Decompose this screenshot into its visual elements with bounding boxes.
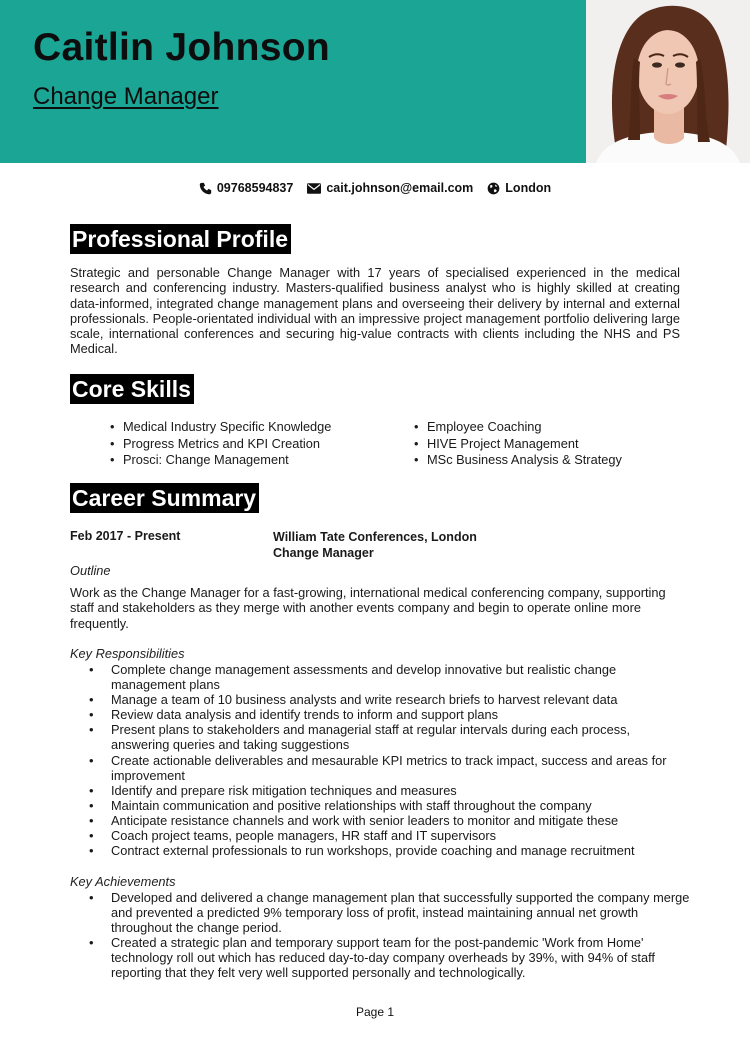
list-item: • Manage a team of 10 business analysts and write research briefs to harvest relevant data (70, 692, 690, 707)
skill-item: • Progress Metrics and KPI Creation (110, 436, 331, 453)
portrait-illustration (586, 0, 750, 163)
skills-list-right (414, 419, 622, 469)
responsibilities-label: Key Responsibilities (70, 646, 185, 661)
phone-number: 09768594837 (216, 181, 294, 195)
contact-location (487, 181, 551, 195)
skills-heading: Core Skills (70, 374, 194, 404)
list-item: • Review data analysis and identify trends to inform and support plans (70, 707, 690, 722)
list-item: • Create actionable deliverables and mesaurable KPI metrics to track impact, success and areas for improvement (70, 753, 690, 783)
skill-item: • Medical Industry Specific Knowledge (110, 419, 331, 436)
email-address: cait.johnson@email.com (326, 181, 474, 195)
contact-phone[interactable] (199, 181, 293, 195)
achievements-list (70, 890, 690, 981)
list-item: • Created a strategic plan and temporary support team for the post-pandemic 'Work from Home' technology roll out which has reduced day-to-day company overheads by 39%, with 94% of staff reporting that they felt very well supported personally and technologically. (70, 935, 690, 980)
skill-item: • HIVE Project Management (414, 436, 622, 453)
list-item: • Present plans to stakeholders and managerial staff at regular intervals during each process, answering queries and taking suggestions (70, 722, 690, 752)
location-text: London (505, 181, 552, 195)
skill-item: • Prosci: Change Management (110, 452, 331, 469)
list-item: • Identify and prepare risk mitigation techniques and measures (70, 783, 690, 798)
job-role: Change Manager (273, 546, 374, 560)
responsibilities-list (70, 662, 690, 858)
list-item: • Developed and delivered a change management plan that successfully supported the company merge and prevented a predicted 9% temporary loss of profit, instead maintaining annual net growth throughout the change period. (70, 890, 690, 935)
outline-text: Work as the Change Manager for a fast-growing, international medical conferencing company, supporting staff and stakeholders as they merge with another events company and begin to operate online more frequently. (70, 585, 666, 631)
outline-label: Outline (70, 563, 111, 578)
contact-email[interactable] (307, 181, 473, 195)
achievements-label: Key Achievements (70, 874, 176, 889)
profile-photo (586, 0, 750, 163)
candidate-name: Caitlin Johnson (33, 26, 330, 69)
profile-heading: Professional Profile (70, 224, 291, 254)
skill-item: • Employee Coaching (414, 419, 622, 436)
list-item: • Maintain communication and positive relationships with staff throughout the company (70, 798, 690, 813)
job-employer-block (273, 529, 477, 561)
list-item: • Coach project teams, people managers, HR staff and IT supervisors (70, 828, 690, 843)
page-number: Page 1 (355, 1005, 395, 1019)
profile-text: Strategic and personable Change Manager with 17 years of specialised experienced in the medical research and conferencing industry. Masters-qualified business analyst who is highly skilled at creating data-informed, integrated change management plans and overseeing their delivery by internal and external professionals. People-orientated individual with an impressive project management portfolio delivering large scale, international conferences and securing hig-value contracts with clients including the NHS and PS Medical. (70, 265, 680, 357)
header-banner (0, 0, 586, 163)
envelope-icon (307, 183, 321, 194)
skill-item: • MSc Business Analysis & Strategy (414, 452, 622, 469)
career-heading: Career Summary (70, 483, 259, 513)
job-title: Change Manager (33, 83, 219, 110)
job-dates: Feb 2017 - Present (70, 529, 181, 543)
job-employer: William Tate Conferences, London (273, 530, 477, 544)
list-item: • Anticipate resistance channels and work with senior leaders to monitor and mitigate these (70, 813, 690, 828)
globe-icon (487, 182, 500, 195)
phone-icon (199, 182, 212, 195)
list-item: • Complete change management assessments and develop innovative but realistic change management plans (70, 662, 690, 692)
skills-list-left (110, 419, 331, 469)
contact-bar (0, 181, 750, 195)
list-item: • Contract external professionals to run workshops, provide coaching and manage recruitment (70, 843, 690, 858)
